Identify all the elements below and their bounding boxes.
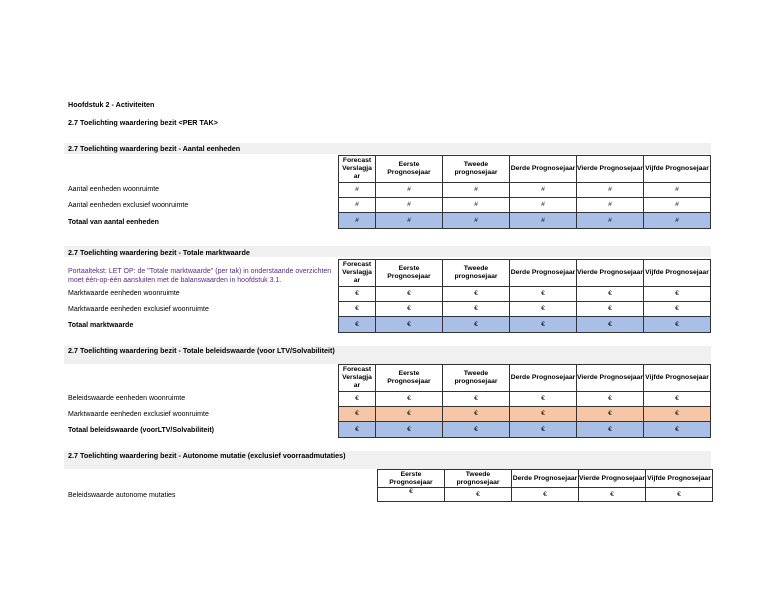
total-cell: # — [510, 213, 577, 229]
header-row — [339, 260, 711, 287]
input-cell[interactable]: € — [510, 302, 577, 317]
input-cell[interactable]: € — [443, 287, 510, 302]
table-row — [339, 183, 711, 198]
section4-title: 2.7 Toelichting waardering bezit - Autonome mutatie (exclusief voorraadmutaties) — [68, 451, 346, 460]
total-cell: € — [644, 317, 711, 333]
input-cell[interactable]: € — [510, 287, 577, 302]
input-cell[interactable]: € — [378, 488, 445, 502]
input-cell[interactable]: € — [577, 302, 644, 317]
input-cell[interactable]: € — [376, 302, 443, 317]
row-label: Aantal eenheden woonruimte — [68, 186, 160, 193]
header-col-5: Vijfde Prognosejaar — [644, 260, 711, 287]
input-cell[interactable]: € — [644, 287, 711, 302]
header-row — [378, 470, 713, 488]
table-row — [378, 488, 713, 502]
input-cell[interactable]: € — [443, 407, 510, 422]
input-cell[interactable]: € — [646, 488, 713, 502]
section2-table — [338, 259, 711, 333]
header-col-4: Vierde Prognosejaar — [577, 260, 644, 287]
total-row — [339, 422, 711, 438]
input-cell[interactable]: # — [644, 183, 711, 198]
input-cell[interactable]: # — [443, 198, 510, 213]
section4-table — [377, 469, 713, 502]
header-col-3: Derde Prognosejaar — [510, 156, 577, 183]
total-cell: € — [376, 422, 443, 438]
row-label: Aantal eenheden exclusief woonruimte — [68, 202, 189, 209]
header-col-4: Vierde Prognosejaar — [577, 156, 644, 183]
total-label: Totaal van aantal eenheden — [68, 219, 159, 226]
total-row — [339, 317, 711, 333]
header-row — [339, 365, 711, 392]
input-cell[interactable]: € — [644, 302, 711, 317]
input-cell[interactable]: € — [376, 407, 443, 422]
header-col-2: Tweede prognosejaar — [443, 365, 510, 392]
chapter-title: Hoofdstuk 2 - Activiteiten — [68, 100, 155, 109]
header-col-3: Derde Prognosejaar — [510, 365, 577, 392]
total-cell: € — [644, 422, 711, 438]
input-cell[interactable]: € — [577, 287, 644, 302]
total-row — [339, 213, 711, 229]
total-label: Totaal marktwaarde — [68, 322, 134, 329]
section3-title: 2.7 Toelichting waardering bezit - Totale beleidswaarde (voor LTV/Solvabiliteit) — [68, 346, 335, 355]
total-label: Totaal beleidswaarde (voorLTV/Solvabiliteit) — [68, 427, 214, 434]
total-cell: € — [376, 317, 443, 333]
total-cell: € — [339, 317, 376, 333]
input-cell[interactable]: € — [339, 392, 376, 407]
input-cell[interactable]: € — [644, 407, 711, 422]
input-cell[interactable]: € — [577, 407, 644, 422]
total-cell: € — [510, 317, 577, 333]
table-row — [339, 302, 711, 317]
row-label: Beleidswaarde autonome mutaties — [68, 492, 176, 499]
section3-table — [338, 364, 711, 438]
header-forecast: Forecast Verslagja ar — [339, 260, 376, 287]
header-col-1: Eerste Prognosejaar — [376, 156, 443, 183]
total-cell: € — [443, 422, 510, 438]
input-cell[interactable]: € — [445, 488, 512, 502]
input-cell[interactable]: € — [376, 392, 443, 407]
input-cell[interactable]: € — [577, 392, 644, 407]
input-cell[interactable]: # — [339, 183, 376, 198]
total-cell: # — [376, 213, 443, 229]
input-cell[interactable]: € — [512, 488, 579, 502]
input-cell[interactable]: # — [376, 198, 443, 213]
total-cell: € — [443, 317, 510, 333]
input-cell[interactable]: € — [443, 392, 510, 407]
input-cell[interactable]: € — [376, 287, 443, 302]
input-cell[interactable]: € — [510, 407, 577, 422]
header-col-1: Eerste Prognosejaar — [376, 365, 443, 392]
total-cell: # — [339, 213, 376, 229]
input-cell[interactable]: € — [644, 392, 711, 407]
input-cell[interactable]: € — [339, 287, 376, 302]
row-label: Beleidswaarde eenheden woonruimte — [68, 395, 186, 402]
total-cell: € — [510, 422, 577, 438]
header-forecast: Forecast Verslagja ar — [339, 365, 376, 392]
section2-title: 2.7 Toelichting waardering bezit - Totale marktwaarde — [68, 248, 250, 257]
header-col-5: Vijfde Prognosejaar — [646, 470, 713, 488]
header-col-3: Derde Prognosejaar — [512, 470, 579, 488]
input-cell[interactable]: # — [339, 198, 376, 213]
total-cell: # — [577, 213, 644, 229]
input-cell[interactable]: # — [577, 183, 644, 198]
total-cell: € — [577, 317, 644, 333]
total-cell: € — [577, 422, 644, 438]
header-col-3: Derde Prognosejaar — [510, 260, 577, 287]
input-cell[interactable]: # — [376, 183, 443, 198]
input-cell[interactable]: # — [577, 198, 644, 213]
input-cell[interactable]: € — [339, 407, 376, 422]
header-col-2: Tweede prognosejaar — [443, 156, 510, 183]
table-row — [339, 198, 711, 213]
input-cell[interactable]: € — [339, 302, 376, 317]
header-forecast: Forecast Verslagja ar — [339, 156, 376, 183]
header-row — [339, 156, 711, 183]
input-cell[interactable]: € — [510, 392, 577, 407]
header-col-4: Vierde Prognosejaar — [579, 470, 646, 488]
table-row — [339, 287, 711, 302]
input-cell[interactable]: # — [510, 183, 577, 198]
header-col-2: Tweede prognosejaar — [443, 260, 510, 287]
page-subtitle: 2.7 Toelichting waardering bezit <PER TAK> — [68, 118, 218, 127]
input-cell[interactable]: € — [443, 302, 510, 317]
header-col-1: Eerste Prognosejaar — [378, 470, 445, 488]
table-row — [339, 392, 711, 407]
total-cell: # — [644, 213, 711, 229]
row-label: Marktwaarde eenheden woonruimte — [68, 290, 180, 297]
header-col-1: Eerste Prognosejaar — [376, 260, 443, 287]
header-col-5: Vijfde Prognosejaar — [644, 365, 711, 392]
input-cell[interactable]: # — [644, 198, 711, 213]
header-col-4: Vierde Prognosejaar — [577, 365, 644, 392]
total-cell: # — [443, 213, 510, 229]
row-label: Marktwaarde eenheden exclusief woonruimte — [68, 411, 209, 418]
total-cell: € — [339, 422, 376, 438]
input-cell[interactable]: # — [443, 183, 510, 198]
highlight-row — [339, 407, 711, 422]
portal-note: Portaaltekst: LET OP: de "Totale marktwaarde" (per tak) in onderstaande overzichten moet één-op-één aansluiten met de balanswaarden in hoofdstuk 3.1. — [68, 268, 332, 285]
row-label: Marktwaarde eenheden exclusief woonruimte — [68, 306, 209, 313]
input-cell[interactable]: € — [579, 488, 646, 502]
header-col-5: Vijfde Prognosejaar — [644, 156, 711, 183]
section1-table — [338, 155, 711, 229]
section1-title: 2.7 Toelichting waardering bezit - Aantal eenheden — [68, 144, 241, 153]
input-cell[interactable]: # — [510, 198, 577, 213]
header-col-2: Tweede prognosejaar — [445, 470, 512, 488]
